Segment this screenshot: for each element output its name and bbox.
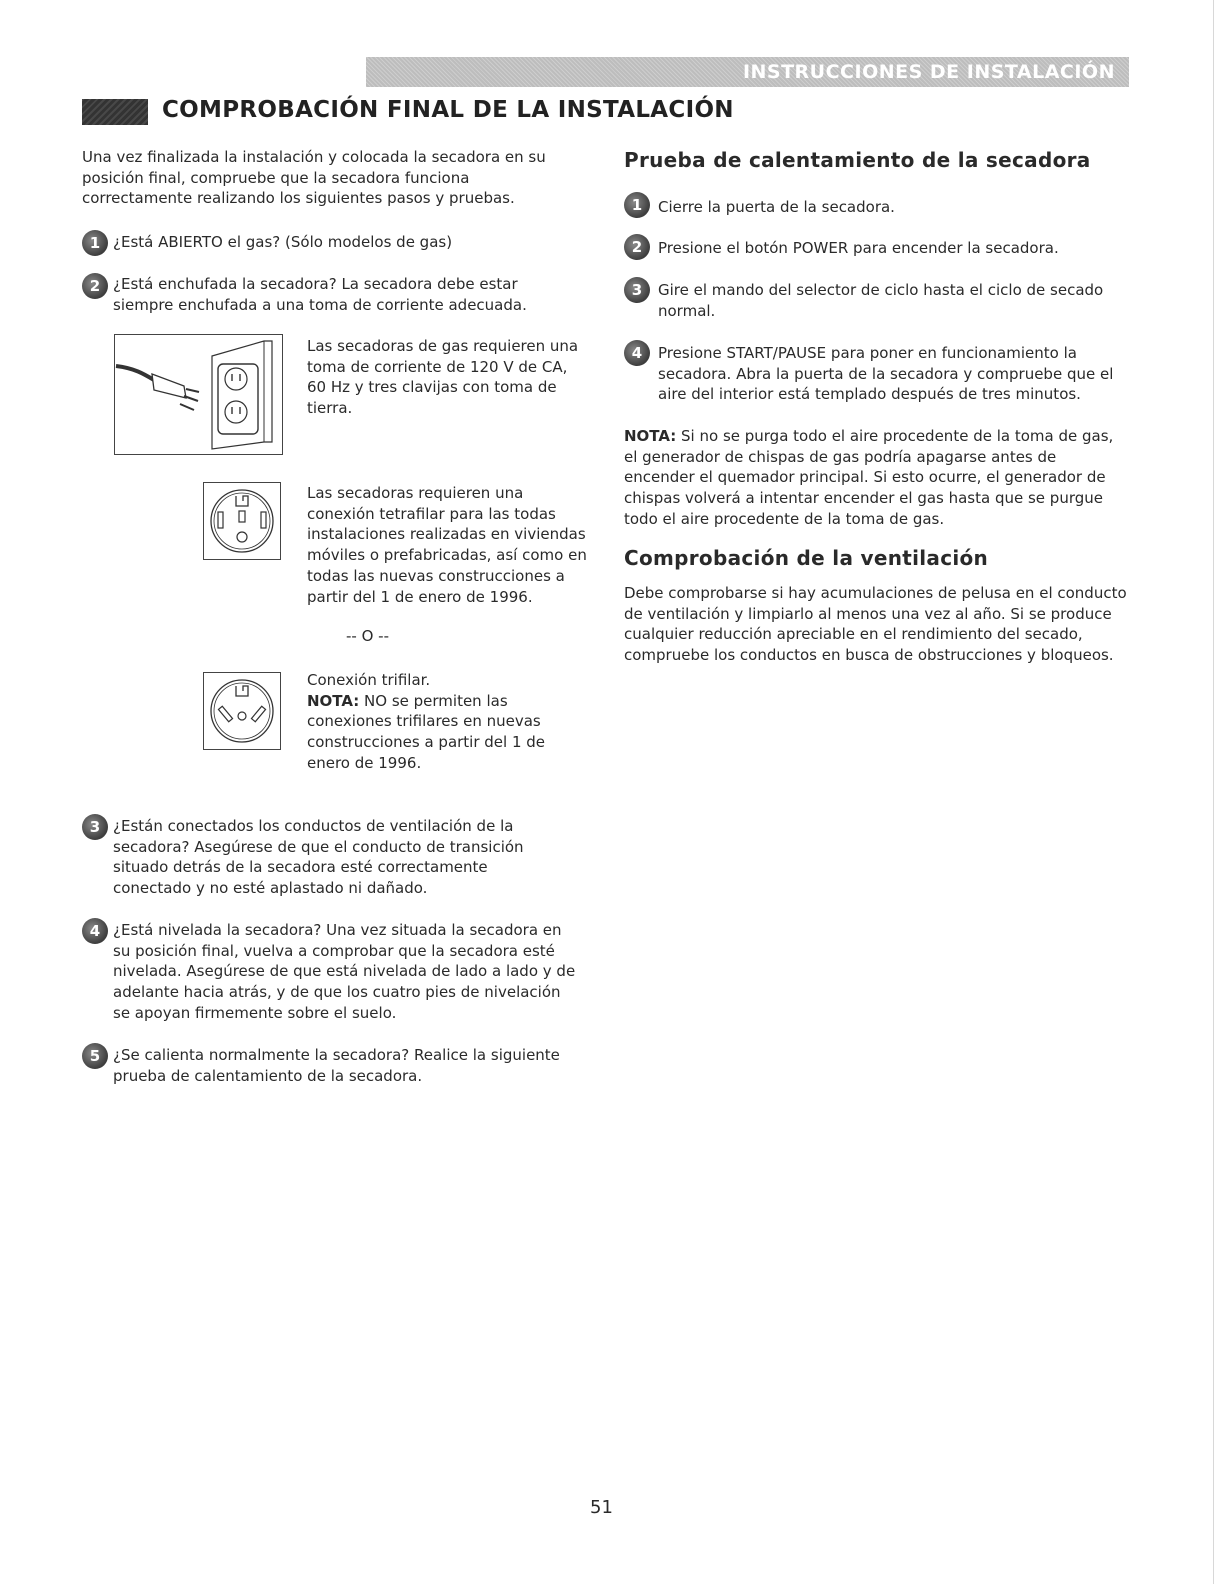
- three-wire-block: [307, 670, 567, 774]
- step-1-badge: 1: [82, 230, 108, 256]
- step-3-badge: 3: [82, 814, 108, 840]
- step-4-badge: 4: [82, 918, 108, 944]
- heat-step-1-badge: 1: [624, 192, 650, 218]
- step-2-text: ¿Está enchufada la secadora? La secadora debe estar siempre enchufada a una toma de corriente adecuada.: [113, 275, 527, 314]
- step-3-text: ¿Están conectados los conductos de ventilación de la secadora? Asegúrese de que el conducto de transición situado detrás de la secadora esté correctamente conectado y no esté aplastado ni dañado.: [113, 817, 524, 898]
- three-wire-label: Conexión trifilar.: [307, 671, 431, 689]
- banner-title: INSTRUCCIONES DE INSTALACIÓN: [742, 61, 1115, 83]
- heat-test-note-label: NOTA:: [624, 427, 677, 445]
- three-wire-note-text: NO se permiten las conexiones trifilares en nuevas construcciones a partir del 1 de enero de 1996.: [307, 691, 546, 772]
- step-1-text: ¿Está ABIERTO el gas? (Sólo modelos de gas): [113, 233, 453, 251]
- step-4-text: ¿Está nivelada la secadora? Una vez situada la secadora en su posición final, vuelva a comprobar que la secadora esté nivelada. Asegúrese de que está nivelada de lado a lado y de adelante hacia atrás, y de que los cuatro pies de nivelación se apoyan firmemente sobre el suelo.: [113, 921, 576, 1022]
- four-wire-text: Las secadoras requieren una conexión tetrafilar para las todas instalaciones realizadas en viviendas móviles o prefabricadas, así como en todas las nuevas construcciones a partir del 1 de enero de 1996.: [307, 484, 587, 606]
- heat-test-heading: Prueba de calentamiento de la secadora: [624, 148, 1091, 172]
- heat-step-2-text: Presione el botón POWER para encender la secadora.: [658, 239, 1059, 257]
- heat-step-3-text: Gire el mando del selector de ciclo hasta el ciclo de secado normal.: [658, 281, 1104, 320]
- heat-test-note: [624, 426, 1129, 530]
- page-edge-line: [1213, 0, 1214, 1584]
- vent-check-heading: Comprobación de la ventilación: [624, 546, 989, 570]
- four-wire-receptacle-icon: [203, 482, 281, 560]
- heat-step-2-badge: 2: [624, 234, 650, 260]
- gas-outlet-text: Las secadoras de gas requieren una toma de corriente de 120 V de CA, 60 Hz y tres clavijas con toma de tierra.: [307, 337, 579, 418]
- title-marker: [82, 99, 148, 125]
- step-2-badge: 2: [82, 273, 108, 299]
- page-number: 51: [590, 1497, 613, 1518]
- heat-step-4-text: Presione START/PAUSE para poner en funcionamiento la secadora. Abra la puerta de la secadora y compruebe que el aire del interior está templado después de tres minutos.: [658, 344, 1114, 404]
- header-banner: [366, 57, 1129, 87]
- heat-test-note-text: Si no se purga todo el aire procedente de la toma de gas, el generador de chispas de gas podría apagarse antes de encender el quemador principal. Si esto ocurre, el generador de chispas volverá a intentar encender el gas hasta que se purgue todo el aire procedente de la toma de gas.: [624, 427, 1114, 528]
- or-separator: -- O --: [346, 627, 389, 645]
- step-5-text: ¿Se calienta normalmente la secadora? Realice la siguiente prueba de calentamiento de la secadora.: [113, 1046, 560, 1085]
- three-wire-receptacle-icon: [203, 672, 281, 750]
- page-title: COMPROBACIÓN FINAL DE LA INSTALACIÓN: [162, 97, 734, 123]
- step-5-badge: 5: [82, 1043, 108, 1069]
- three-wire-note: [307, 691, 567, 774]
- three-wire-note-label: NOTA:: [307, 691, 360, 710]
- plug-outlet-illustration: [114, 334, 284, 456]
- heat-step-1-text: Cierre la puerta de la secadora.: [658, 198, 895, 216]
- intro-paragraph: Una vez finalizada la instalación y colocada la secadora en su posición final, compruebe que la secadora funciona correctamente realizando los siguientes pasos y pruebas.: [82, 148, 546, 208]
- vent-check-text: Debe comprobarse si hay acumulaciones de pelusa en el conducto de ventilación y limpiarlo al menos una vez al año. Si se produce cualquier reducción apreciable en el rendimiento del secado, compruebe los conductos en busca de obstrucciones y bloqueos.: [624, 584, 1127, 665]
- heat-step-3-badge: 3: [624, 277, 650, 303]
- heat-step-4-badge: 4: [624, 340, 650, 366]
